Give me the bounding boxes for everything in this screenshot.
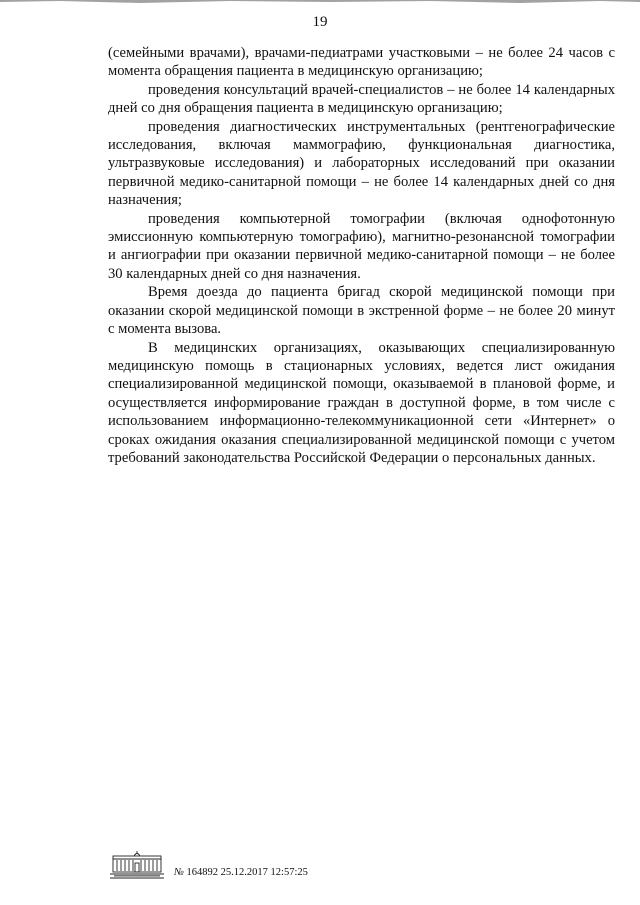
- scan-top-edge: [0, 0, 640, 8]
- registration-stamp: [174, 866, 308, 879]
- document-body: [108, 44, 615, 467]
- page-number: 19: [312, 14, 328, 30]
- number-sign: №: [174, 867, 184, 878]
- government-building-stamp-icon: [109, 850, 165, 880]
- paragraph-tomography: проведения компьютерной томографии (включая однофотонную эмиссионную компьютерную томографию), магнитно-резонансной томографии и ангиографии при оказании первичной медико-санитарной помощи – не более 30 календарных дней со дня назначения.: [108, 210, 615, 282]
- paragraph-waiting-list: В медицинских организациях, оказывающих специализированную медицинскую помощь в стационарных условиях, ведется лист ожидания специализированной медицинской помощи, оказываемой в плановой форме, и осуществляется информирование граждан в доступной форме, в том числе с использованием информационно-телекоммуникационной сети «Интернет» о сроках ожидания оказания специализированной медицинской помощи с учетом требований законодательства Российской Федерации о персональных данных.: [108, 339, 615, 466]
- paragraph-specialist-consultations: проведения консультаций врачей-специалистов – не более 14 календарных дней со дня обращения пациента в медицинскую организацию;: [108, 81, 615, 117]
- paragraph-diagnostic-studies: проведения диагностических инструментальных (рентгенографические исследования, включая маммографию, функциональная диагностика, ультразвуковые исследования) и лабораторных исследований при оказании первичной медико-санитарной помощи – не более 14 календарных дней со дня назначения;: [108, 118, 615, 209]
- paragraph-ambulance-time: Время доезда до пациента бригад скорой медицинской помощи при оказании скорой медицинской помощи в экстренной форме – не более 20 минут с момента вызова.: [108, 284, 615, 338]
- registration-info: 164892 25.12.2017 12:57:25: [186, 867, 308, 878]
- paragraph-pediatricians-deadline: (семейными врачами), врачами-педиатрами участковыми – не более 24 часов с момента обращения пациента в медицинскую организацию;: [108, 45, 615, 80]
